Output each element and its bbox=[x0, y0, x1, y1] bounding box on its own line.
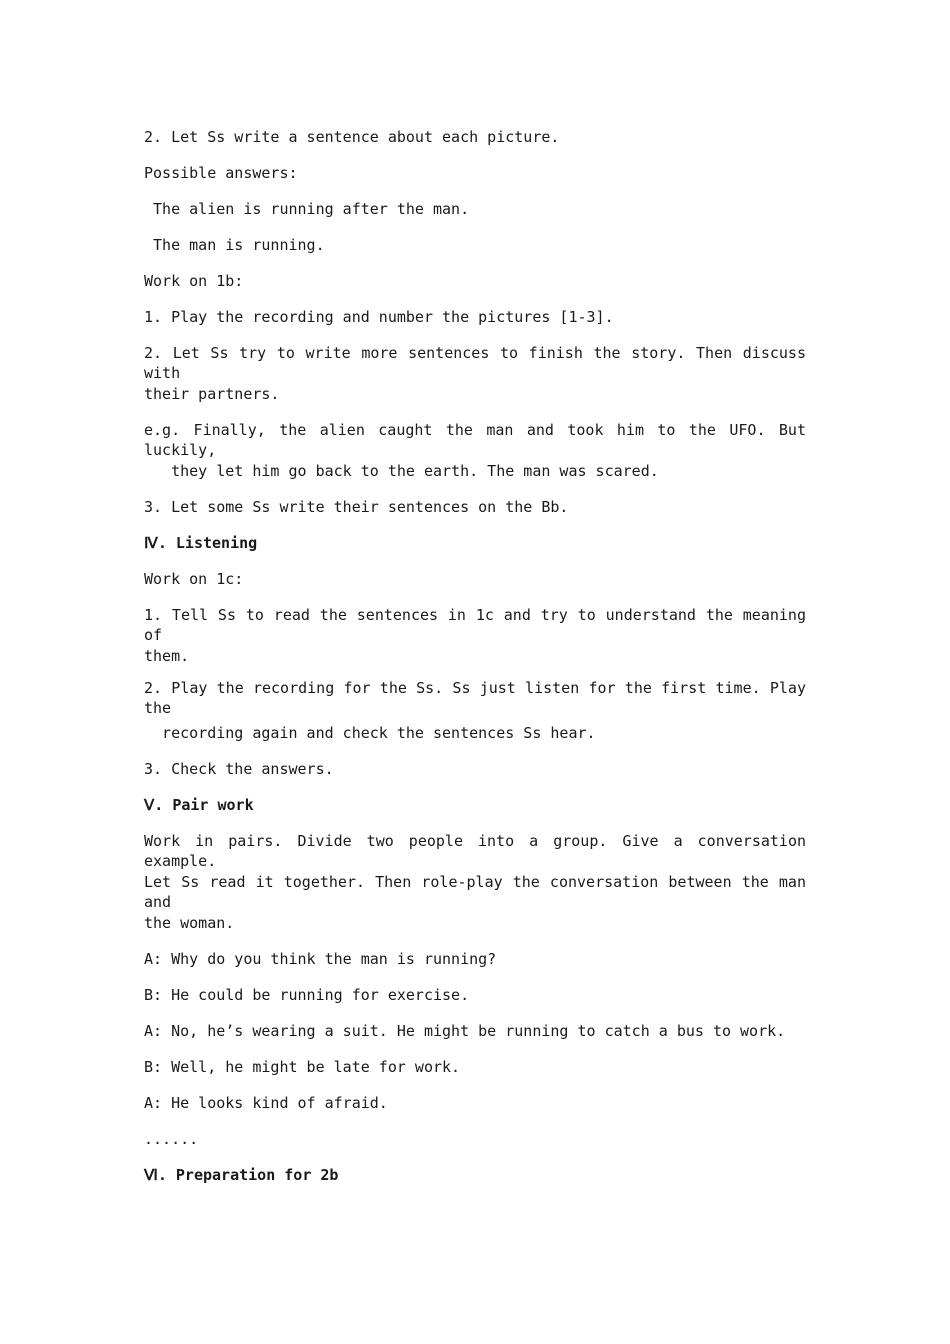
text-line: Work on 1c: bbox=[144, 570, 244, 588]
text-line: 2. Let Ss try to write more sentences to finish the story. Then discuss with bbox=[144, 344, 806, 382]
text-line: Work in pairs. Divide two people into a group. Give a conversation example. bbox=[144, 832, 806, 870]
dialogue-line: A: No, he’s wearing a suit. He might be running to catch a bus to work. bbox=[144, 1022, 786, 1040]
dialogue-line: A: He looks kind of afraid. bbox=[144, 1094, 388, 1112]
text-line: they let him go back to the earth. The man was scared. bbox=[144, 462, 659, 480]
section-heading: Ⅳ. Listening bbox=[144, 534, 258, 552]
text-line: 3. Check the answers. bbox=[144, 760, 334, 778]
text-line: Let Ss read it together. Then role-play the conversation between the man and bbox=[144, 873, 806, 911]
text-line: Possible answers: bbox=[144, 164, 298, 182]
ellipsis: ...... bbox=[144, 1130, 199, 1148]
text-line: 3. Let some Ss write their sentences on the Bb. bbox=[144, 498, 569, 516]
dialogue-line: A: Why do you think the man is running? bbox=[144, 950, 497, 968]
text-line: 2. Play the recording for the Ss. Ss just listen for the first time. Play the bbox=[144, 679, 806, 717]
dialogue-line: B: He could be running for exercise. bbox=[144, 986, 470, 1004]
text-line: 2. Let Ss write a sentence about each picture. bbox=[144, 128, 560, 146]
text-line: 1. Play the recording and number the pictures [1-3]. bbox=[144, 308, 614, 326]
text-line: the woman. bbox=[144, 914, 235, 932]
text-line: recording again and check the sentences Ss hear. bbox=[144, 724, 596, 742]
section-heading: Ⅵ. Preparation for 2b bbox=[144, 1166, 339, 1184]
text-line: 1. Tell Ss to read the sentences in 1c and try to understand the meaning of bbox=[144, 606, 806, 644]
text-line: Work on 1b: bbox=[144, 272, 244, 290]
text-line: their partners. bbox=[144, 385, 280, 403]
section-heading: Ⅴ. Pair work bbox=[144, 796, 254, 814]
text-line: The alien is running after the man. bbox=[144, 200, 470, 218]
text-line: e.g. Finally, the alien caught the man and took him to the UFO. But luckily, bbox=[144, 421, 806, 459]
text-line: The man is running. bbox=[144, 236, 325, 254]
text-line: them. bbox=[144, 647, 190, 665]
dialogue-line: B: Well, he might be late for work. bbox=[144, 1058, 461, 1076]
